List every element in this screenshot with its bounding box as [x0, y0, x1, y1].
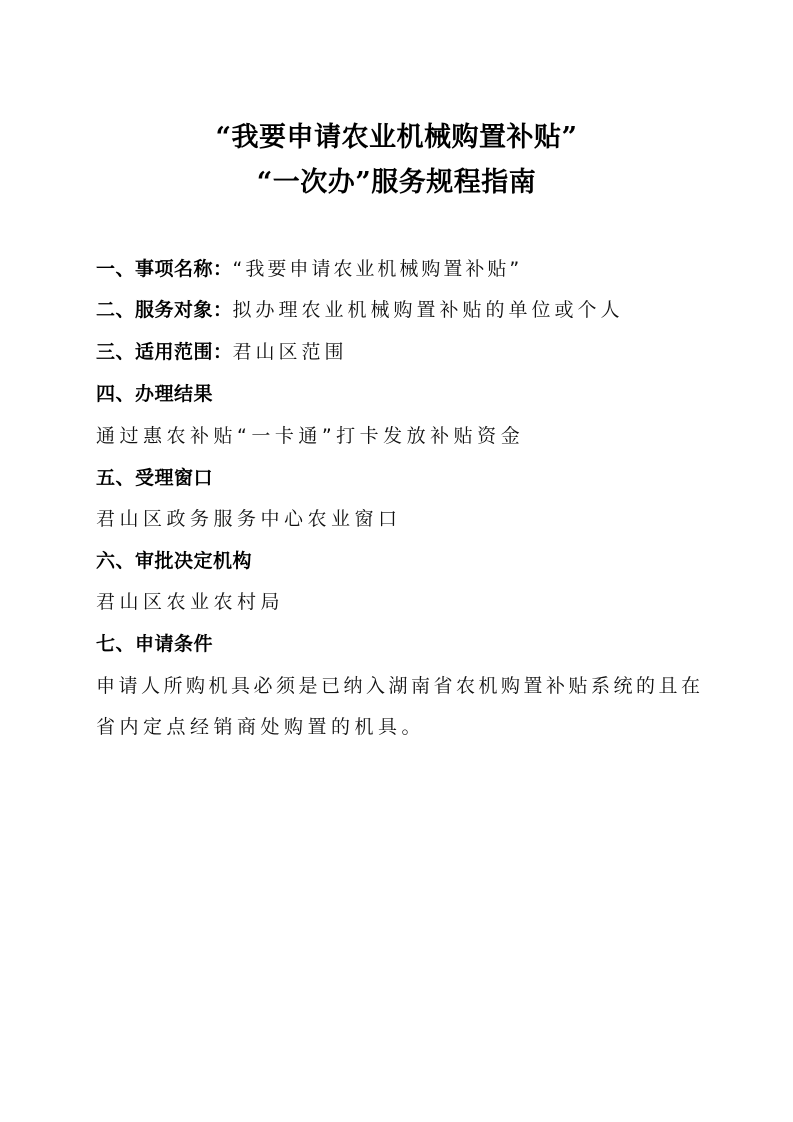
window-text: 君山区政务服务中心农业窗口	[96, 508, 402, 530]
scope-row	[96, 339, 348, 366]
conditions-text-line2: 省内定点经销商处购置的机具。	[96, 716, 426, 738]
scope-label: 三、适用范围：	[96, 341, 233, 363]
service-target-value: 拟办理农业机械购置补贴的单位或个人	[232, 299, 624, 321]
service-target-row	[96, 297, 624, 324]
conditions-heading: 七、申请条件	[96, 633, 214, 655]
conditions-text-line1: 申请人所购机具必须是已纳入湖南省农机购置补贴系统的且在	[96, 675, 704, 697]
result-text: 通过惠农补贴“一卡通”打卡发放补贴资金	[96, 425, 525, 447]
item-name-row	[96, 256, 522, 283]
service-target-label: 二、服务对象：	[96, 299, 233, 321]
item-name-value: “我要申请农业机械购置补贴”	[232, 258, 523, 280]
item-name-label: 一、事项名称：	[96, 258, 233, 280]
document-title-line1: “我要申请农业机械购置补贴”	[215, 122, 578, 153]
document-title-line2: “一次办”服务规程指南	[256, 167, 537, 198]
authority-heading: 六、审批决定机构	[96, 550, 253, 572]
authority-text: 君山区农业农村局	[96, 591, 285, 613]
window-heading: 五、受理窗口	[96, 467, 214, 489]
scope-value: 君山区范围	[232, 341, 348, 363]
result-heading: 四、办理结果	[96, 383, 214, 405]
